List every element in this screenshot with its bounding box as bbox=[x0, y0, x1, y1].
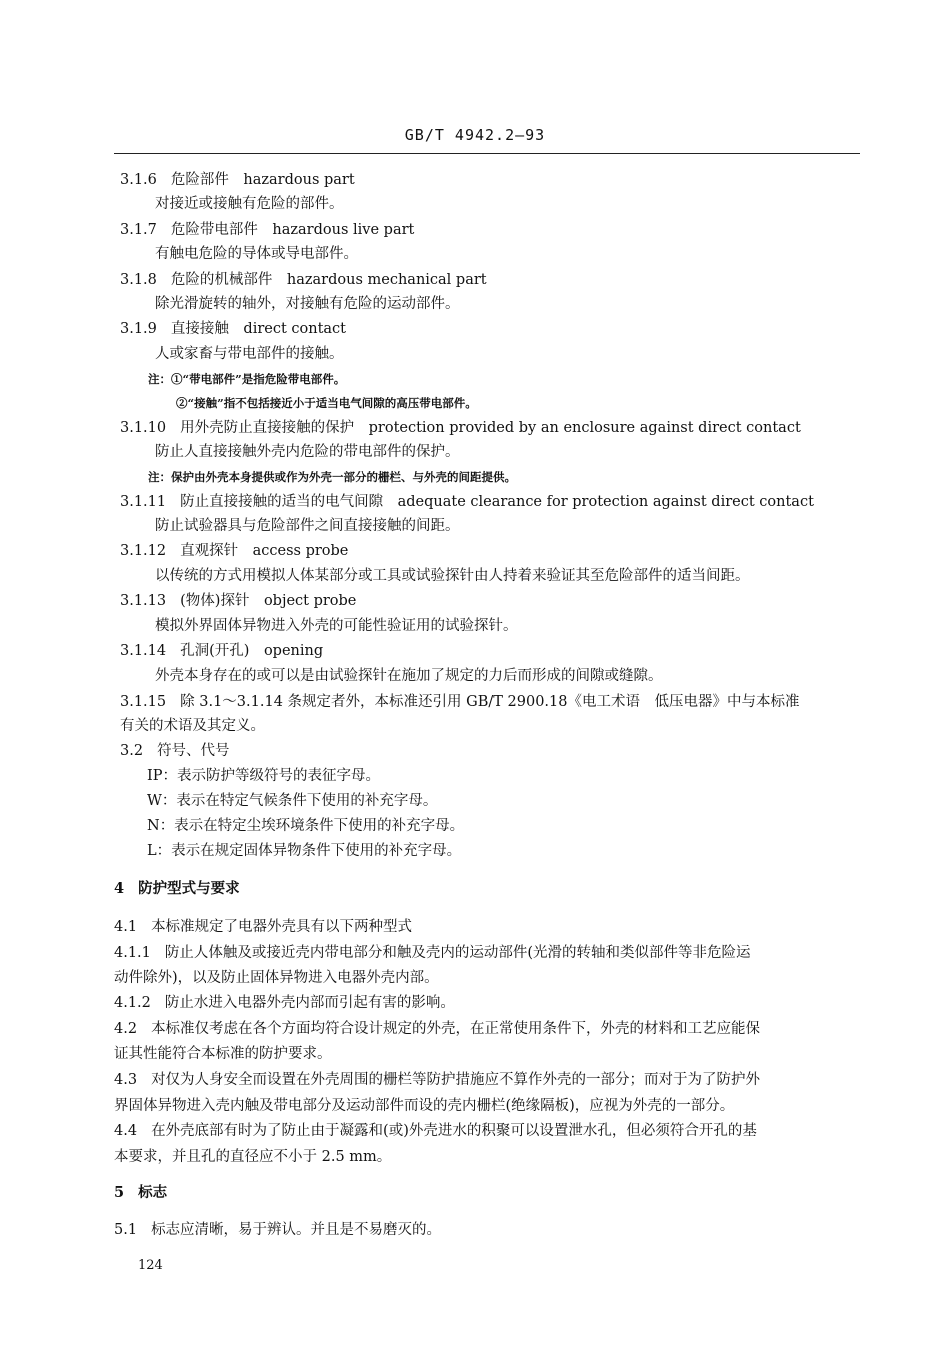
line-text: W：表示在特定气候条件下使用的补充字母。 bbox=[147, 793, 438, 809]
line-text: 直观探针 access probe bbox=[180, 543, 349, 559]
line-text: 模拟外界固体异物进入外壳的可能性验证用的试验探针。 bbox=[155, 618, 518, 634]
text-line bbox=[155, 344, 344, 364]
clause-number: 4.1 bbox=[114, 919, 138, 935]
clause-number: 4.3 bbox=[114, 1072, 138, 1088]
line-text: 防止试验器具与危险部件之间直接接触的间距。 bbox=[155, 518, 460, 534]
note-line bbox=[176, 393, 477, 413]
clause-number: 3.1.13 bbox=[120, 593, 167, 609]
line-text: 用外壳防止直接接触的保护 protection provided by an enclosure against direct contact bbox=[180, 420, 801, 436]
text-line bbox=[120, 492, 814, 512]
line-text: 外壳本身存在的或可以是由试验探针在施加了规定的力后而形成的间隙或缝隙。 bbox=[155, 668, 663, 684]
text-line bbox=[155, 294, 460, 314]
text-line bbox=[114, 968, 439, 988]
text-line bbox=[120, 641, 323, 661]
clause-number: 4.4 bbox=[114, 1123, 138, 1139]
line-text: L：表示在规定固体异物条件下使用的补充字母。 bbox=[147, 843, 462, 859]
text-line bbox=[120, 270, 487, 290]
text-line bbox=[114, 1044, 332, 1064]
line-text: 危险带电部件 hazardous live part bbox=[170, 222, 415, 238]
text-line bbox=[120, 220, 414, 240]
line-text: ②“接触”指不包括接近小于适当电气间隙的高压带电部件。 bbox=[176, 396, 477, 410]
line-text: 以传统的方式用模拟人体某部分或工具或试验探针由人持着来验证其至危险部件的适当间距。 bbox=[155, 568, 750, 584]
line-text: 防止直接接触的适当的电气间隙 adequate clearance for protection against direct contact bbox=[180, 494, 814, 510]
clause-number: 3.1.15 bbox=[120, 694, 167, 710]
text-line bbox=[114, 1096, 734, 1116]
line-text: 本标准规定了电器外壳具有以下两种型式 bbox=[151, 919, 413, 935]
line-text: 标志应清晰，易于辨认。并且是不易磨灭的。 bbox=[151, 1222, 442, 1238]
text-line bbox=[114, 1147, 391, 1167]
text-line bbox=[120, 741, 230, 761]
line-text: 危险部件 hazardous part bbox=[170, 172, 355, 188]
clause-number: 3.1.11 bbox=[120, 494, 167, 510]
clause-number: 3.1.9 bbox=[120, 321, 157, 337]
line-text: 标志 bbox=[138, 1184, 168, 1201]
line-text: 对接近或接触有危险的部件。 bbox=[155, 196, 344, 212]
clause-number: 3.1.6 bbox=[120, 172, 157, 188]
page-header-title: GB/T 4942.2—93 bbox=[404, 126, 546, 144]
text-line bbox=[147, 791, 437, 811]
line-text: 防护型式与要求 bbox=[138, 880, 240, 897]
text-line bbox=[120, 170, 355, 190]
line-text: N：表示在特定尘埃环境条件下使用的补充字母。 bbox=[147, 818, 465, 834]
line-text: 除光滑旋转的轴外，对接触有危险的运动部件。 bbox=[155, 296, 460, 312]
text-line bbox=[120, 716, 265, 736]
clause-number: 4.2 bbox=[114, 1021, 138, 1037]
line-text: 危险的机械部件 hazardous mechanical part bbox=[170, 272, 487, 288]
line-text: 防止人体触及或接近壳内带电部分和触及壳内的运动部件(光滑的转轴和类似部件等非危险运 bbox=[164, 945, 751, 961]
line-text: 有触电危险的导体或导电部件。 bbox=[155, 246, 358, 262]
line-text: 人或家畜与带电部件的接触。 bbox=[155, 346, 344, 362]
text-line bbox=[155, 666, 663, 686]
line-text: 防止人直接接触外壳内危险的带电部件的保护。 bbox=[155, 444, 460, 460]
text-line bbox=[147, 766, 380, 786]
text-line bbox=[155, 516, 460, 536]
clause-number: 3.1.10 bbox=[120, 420, 167, 436]
clause-number: 3.1.8 bbox=[120, 272, 157, 288]
line-text: 有关的术语及其定义。 bbox=[120, 718, 265, 734]
section-heading bbox=[114, 1183, 167, 1203]
line-text: 除 3.1～3.1.14 条规定者外，本标准还引用 GB/T 2900.18《电工术语 低压电器》中与本标准 bbox=[180, 694, 800, 710]
line-text: 防止水进入电器外壳内部而引起有害的影响。 bbox=[164, 995, 455, 1011]
text-line bbox=[155, 194, 344, 214]
clause-number: 4.1.1 bbox=[114, 945, 151, 961]
note-line bbox=[148, 467, 516, 487]
note-line bbox=[148, 369, 345, 389]
text-line bbox=[147, 841, 461, 861]
line-text: 证其性能符合本标准的防护要求。 bbox=[114, 1046, 332, 1062]
line-text: 符号、代号 bbox=[157, 743, 230, 759]
text-line bbox=[114, 1220, 441, 1240]
text-line bbox=[120, 319, 346, 339]
line-text: 界固体异物进入壳内触及带电部分及运动部件而设的壳内栅栏(绝缘隔板)，应视为外壳的一部分。 bbox=[114, 1098, 735, 1114]
clause-number: 4.1.2 bbox=[114, 995, 151, 1011]
section-heading bbox=[114, 879, 240, 899]
line-text: 动件除外)，以及防止固体异物进入电器外壳内部。 bbox=[114, 970, 439, 986]
clause-number: 3.1.7 bbox=[120, 222, 157, 238]
text-line bbox=[147, 816, 464, 836]
text-line bbox=[114, 943, 751, 963]
clause-number: 3.2 bbox=[120, 743, 144, 759]
line-text: IP：表示防护等级符号的表征字母。 bbox=[147, 768, 380, 784]
clause-number: 5 bbox=[114, 1184, 125, 1201]
line-text: 在外壳底部有时为了防止由于凝露和(或)外壳进水的积聚可以设置泄水孔，但必须符合开孔的基 bbox=[151, 1123, 757, 1139]
text-line bbox=[114, 1019, 760, 1039]
line-text: 注：保护由外壳本身提供或作为外壳一部分的栅栏、与外壳的间距提供。 bbox=[148, 470, 516, 484]
clause-number: 4 bbox=[114, 880, 125, 897]
line-text: 对仅为人身安全而设置在外壳周围的栅栏等防护措施应不算作外壳的一部分；而对于为了防护外 bbox=[151, 1072, 761, 1088]
header-divider bbox=[114, 153, 860, 154]
text-line bbox=[155, 566, 750, 586]
line-text: 本标准仅考虑在各个方面均符合设计规定的外壳，在正常使用条件下，外壳的材料和工艺应能保 bbox=[151, 1021, 761, 1037]
clause-number: 3.1.14 bbox=[120, 643, 167, 659]
text-line bbox=[120, 541, 348, 561]
line-text: 孔洞(开孔) opening bbox=[180, 643, 324, 659]
text-line bbox=[120, 591, 356, 611]
clause-number: 3.1.12 bbox=[120, 543, 167, 559]
line-text: 本要求，并且孔的直径应不小于 2.5 mm。 bbox=[114, 1149, 392, 1165]
text-line bbox=[114, 993, 455, 1013]
page-number: 124 bbox=[138, 1258, 163, 1273]
text-line bbox=[114, 1070, 760, 1090]
text-line bbox=[155, 442, 460, 462]
text-line bbox=[155, 244, 358, 264]
text-line bbox=[114, 917, 412, 937]
text-line bbox=[155, 616, 518, 636]
line-text: 直接接触 direct contact bbox=[170, 321, 347, 337]
line-text: (物体)探针 object probe bbox=[180, 593, 357, 609]
text-line bbox=[114, 1121, 757, 1141]
line-text: 注：①“带电部件”是指危险带电部件。 bbox=[148, 372, 346, 386]
text-line bbox=[120, 418, 801, 438]
clause-number: 5.1 bbox=[114, 1222, 138, 1238]
text-line bbox=[120, 692, 800, 712]
